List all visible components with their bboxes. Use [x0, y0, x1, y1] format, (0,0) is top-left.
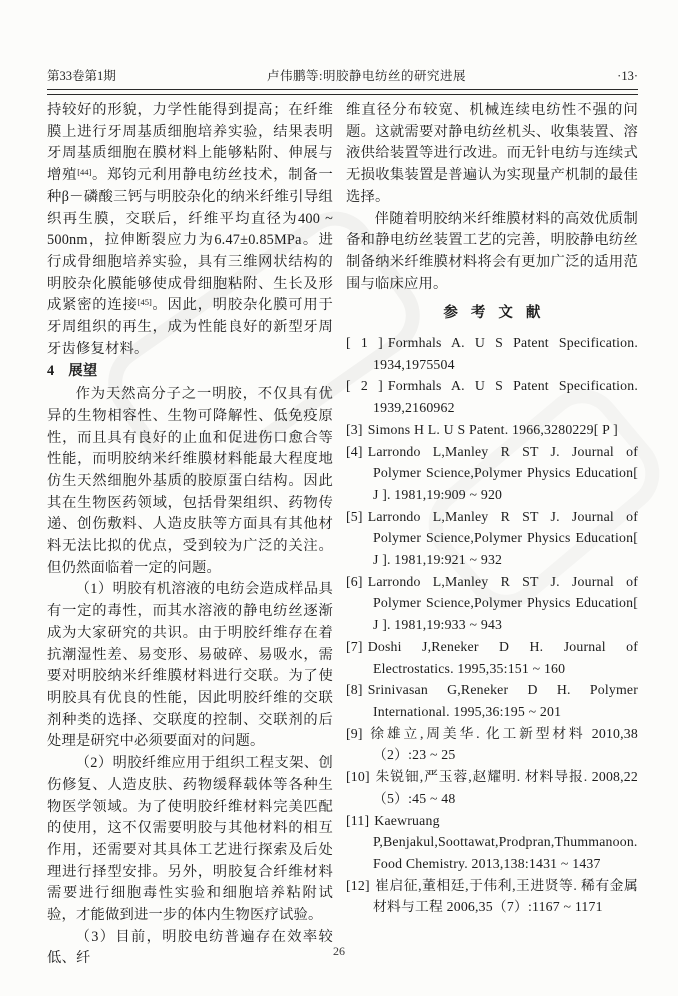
reference-label: [12]: [346, 877, 370, 893]
references-heading: 参 考 文 献: [443, 305, 541, 322]
reference-label: [3]: [346, 421, 363, 437]
volume-issue: 第33卷第1期: [47, 69, 116, 83]
reference-item: [ 1 ] Formhals A. U S Patent Specification. 1934,1975504: [346, 335, 638, 372]
reference-item: [9] 徐雄立,周美华. 化工新型材料 2010,38（2）:23 ~ 25: [346, 725, 638, 763]
reference-item: [10] 朱锐钿,严玉蓉,赵耀明. 材料导报. 2008,22（5）:45 ~ 48: [346, 769, 638, 806]
section-heading: [47, 361, 333, 383]
reference-item: [6] Larrondo L,Manley R ST J. Journal of Polymer Science,Polymer Physics Education[ J ]. 1981,19:933 ~ 943: [346, 573, 638, 633]
citation-superscript: [44]: [77, 167, 92, 178]
reference-item: [8] Srinivasan G,Reneker D H. Polymer International. 1995,36:195 ~ 201: [346, 682, 638, 719]
paragraph: 持较好的形貌，力学性能得到提高；在纤维膜上进行牙周基质细胞培养实验，结果表明牙周基质细胞在膜材料上能够粘附、伸展与增殖[44]。郑钧元利用静电纺丝技术，制备一种β－磷酸三钙与明胶杂化的纳米纤维引导组织再生膜，交联后，纤维平均直径为400 ~ 500nm，拉伸断裂应力为6.47±0.85MPa。进行成骨细胞培养实验，具有三维网状结构的明胶杂化膜能够使成骨细胞粘附、生长及形成紧密的连接[45]。因此，明胶杂化膜可用于牙周组织的再生，成为性能良好的新型牙周牙齿修复材料。: [47, 102, 333, 357]
reference-label: [7]: [346, 638, 363, 654]
section-title: 展望: [68, 363, 98, 380]
reference-label: [4]: [346, 443, 363, 459]
left-column: [47, 100, 333, 970]
running-title: 卢伟鹏等:明胶静电纺丝的研究进展: [266, 69, 466, 83]
reference-label: [ 1 ]: [346, 335, 383, 351]
reference-item: [7] Doshi J,Reneker D H. Journal of Electrostatics. 1995,35:151 ~ 160: [346, 638, 638, 676]
reference-label: [11]: [346, 812, 370, 828]
reference-label: [9]: [346, 725, 363, 741]
reference-item: [11] Kaewruang P,Benjakul,Soottawat,Prodpran,Thummanoon. Food Chemistry. 2013,138:1431 ~ 1437: [346, 812, 638, 871]
citation-superscript: [45]: [137, 297, 152, 308]
reference-item: [12] 崔启征,董相廷,于伟利,王进贤等. 稀有金属材料与工程 2006,35（7）:1167 ~ 1171: [346, 877, 638, 915]
reference-item: [ 2 ] Formhals A. U S Patent Specification. 1939,2160962: [346, 378, 638, 416]
reference-label: [6]: [346, 573, 363, 589]
right-column: [346, 100, 638, 970]
reference-item: [4] Larrondo L,Manley R ST J. Journal of Polymer Science,Polymer Physics Education[ J ]. 1981,19:909 ~ 920: [346, 443, 638, 502]
footer-page-number: 26: [333, 944, 345, 958]
running-head: [47, 66, 638, 84]
paragraph: （2）明胶纤维应用于组织工程支架、创伤修复、人造皮肤、药物缓释载体等各种生物医学领域。为了使明胶纤维材料完美匹配的使用，这不仅需要明胶与其他材料的相互作用，还需要对其具体工艺进行探索及后处理进行择型安排。另外，明胶复合纤维材料需要进行细胞毒性实验和细胞培养粘附试验，才能做到进一步的体内生物医疗试验。: [47, 755, 333, 924]
reference-label: [ 2 ]: [346, 378, 383, 394]
paragraph: 伴随着明胶纳米纤维膜材料的高效优质制备和静电纺丝装置工艺的完善，明胶静电纺丝制备纳米纤维膜材料将会有更加广泛的适用范围与临床应用。: [346, 210, 638, 292]
article-body: [47, 100, 638, 970]
header-page-marker: ·13·: [617, 69, 638, 83]
reference-label: [8]: [346, 682, 363, 698]
paragraph: （1）明胶有机溶液的电纺会造成样品具有一定的毒性，而其水溶液的静电纺丝逐渐成为大家研究的共识。由于明胶纤维存在着抗潮湿性差、易变形、易破碎、易吸水，需要对明胶纳米纤维膜材料进行交联。为了使明胶具有优良的性能，因此明胶纤维的交联剂种类的选择、交联度的控制、交联剂的后处理是研究中必须要面对的问题。: [47, 581, 333, 750]
paragraph: （3）目前，明胶电纺普遍存在效率较低、纤: [47, 928, 333, 967]
reference-label: [5]: [346, 508, 363, 524]
reference-label: [10]: [346, 769, 370, 785]
section-number: 4: [47, 363, 55, 380]
reference-item: [5] Larrondo L,Manley R ST J. Journal of Polymer Science,Polymer Physics Education[ J ]. 1981,19:921 ~ 932: [346, 508, 638, 568]
header-rule: [47, 89, 638, 95]
paragraph: 作为天然高分子之一明胶，不仅具有优异的生物相容性、生物可降解性、低免疫原性，而且具有良好的止血和促进伤口愈合等性能，而明胶纳米纤维膜材料能最大程度地仿生天然细胞外基质的胶原蛋白结构。因此其在生物医药领域，包括骨架组织、药物传递、创伤敷料、人造皮肤等方面具有其他材料无法比拟的优点，受到较为广泛的关注。但仍然面临着一定的问题。: [47, 386, 333, 576]
paragraph: 维直径分布较宽、机械连续电纺性不强的问题。这就需要对静电纺丝机头、收集装置、溶液供给装置等进行改进。而无针电纺与连续式无损收集装置是普遍认为实现量产机制的最佳选择。: [346, 102, 638, 205]
reference-item: [3] Simons H L. U S Patent. 1966,3280229[ P ]: [346, 421, 618, 437]
